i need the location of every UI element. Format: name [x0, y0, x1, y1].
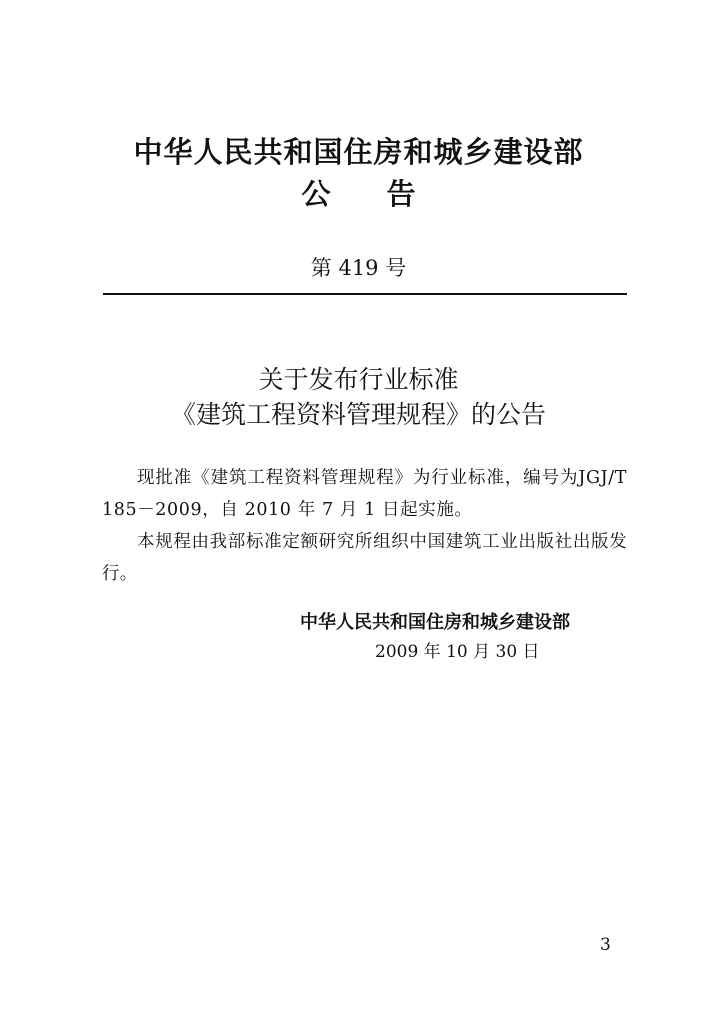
subject-line-2: 《建筑工程资料管理规程》的公告	[170, 400, 546, 429]
header-divider	[103, 293, 627, 295]
body-paragraph-2: 本规程由我部标准定额研究所组织中国建筑工业出版社出版发行。	[102, 532, 627, 584]
signature-date: 2009 年 10 月 30 日	[375, 642, 540, 662]
subject-line-1: 关于发布行业标准	[258, 365, 459, 394]
page-number: 3	[600, 935, 611, 955]
body-paragraph-1: 现批准《建筑工程资料管理规程》为行业标准，编号为JGJ/T 185－2009，自 2010 年 7 月 1 日起实施。	[102, 468, 627, 520]
issuer-title: 中华人民共和国住房和城乡建设部	[133, 135, 584, 169]
notice-label: 公告	[301, 177, 472, 211]
notice-number: 第 419 号	[310, 256, 407, 280]
signature-organization: 中华人民共和国住房和城乡建设部	[300, 612, 570, 633]
